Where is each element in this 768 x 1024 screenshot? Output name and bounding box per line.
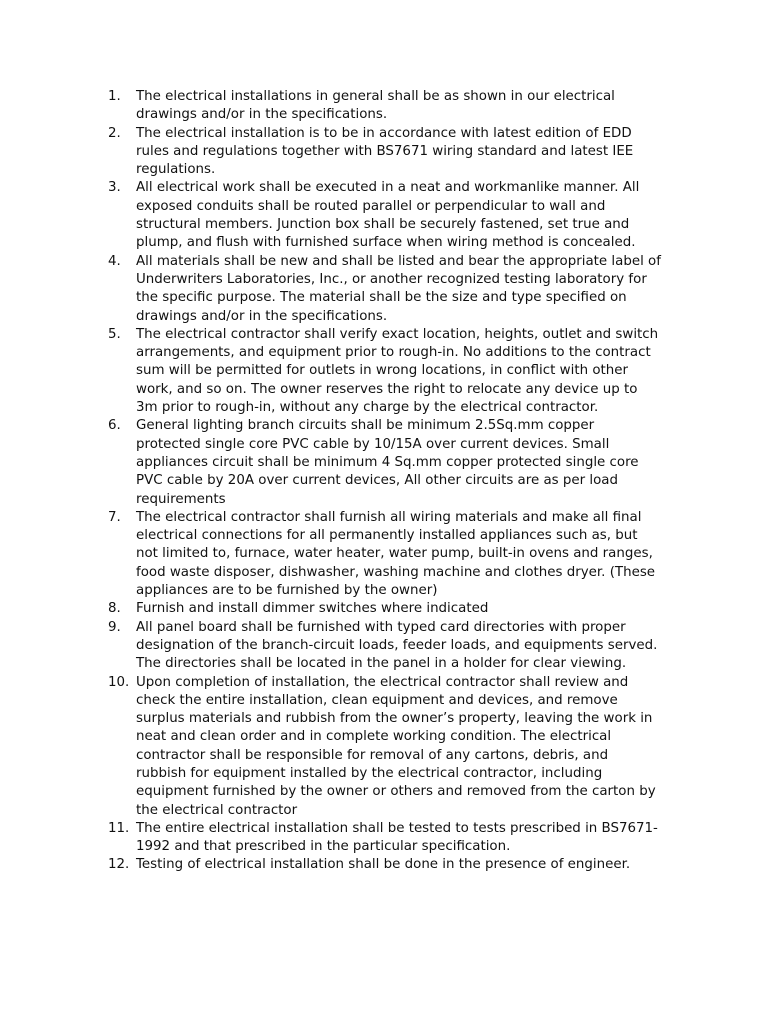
list-item: [108, 820, 688, 857]
item-text: The entire electrical installation shall be tested to tests prescribed in BS7671- 1992 and that prescribed in the particular specification.: [136, 820, 658, 855]
item-text: The electrical installation is to be in accordance with latest edition of EDD rules and regulations together with BS7671 wiring standard and latest IEE regulations.: [136, 125, 634, 178]
item-text: All panel board shall be furnished with typed card directories with proper designation of the branch-circuit loads, feeder loads, and equipments served. The directories shall be located in the panel in a holder for clear viewing.: [136, 619, 658, 672]
item-number: 2.: [108, 125, 121, 141]
list-item: [108, 856, 688, 874]
list-item: [108, 179, 688, 252]
list-item: [108, 88, 688, 125]
item-number: 4.: [108, 253, 121, 269]
list-item: [108, 125, 688, 180]
item-number: 6.: [108, 418, 121, 434]
item-text: All electrical work shall be executed in a neat and workmanlike manner. All exposed conduits shall be routed parallel or perpendicular to wall and structural members. Junction box shall be securely fastened, set true and plump, and flush with furnished surface when wiring method is concealed.: [136, 180, 640, 251]
item-text: The electrical installations in general shall be as shown in our electrical drawings and/or in the specifications.: [136, 89, 615, 123]
item-number: 3.: [108, 180, 121, 196]
item-text: Furnish and install dimmer switches where indicated: [136, 601, 489, 617]
item-number: 7.: [108, 509, 121, 525]
item-text: Upon completion of installation, the electrical contractor shall review and check the entire installation, clean equipment and devices, and remove surplus materials and rubbish from the owner’s property, leaving the work in neat and clean order and in complete working condition. The electrical contractor shall be responsible for removal of any cartons, debris, and rubbish for equipment installed by the electrical contractor, including equipment furnished by the owner or others and removed from the carton by the electrical contractor: [136, 674, 656, 818]
list-item: [108, 619, 688, 674]
list-item: [108, 509, 688, 600]
item-number: 12.: [108, 857, 130, 873]
item-number: 11.: [108, 820, 130, 836]
list-item: [108, 600, 688, 618]
item-text: Testing of electrical installation shall be done in the presence of engineer.: [136, 857, 631, 873]
item-text: The electrical contractor shall verify exact location, heights, outlet and switch arrangements, and equipment prior to rough-in. No additions to the contract sum will be permitted for outlets in wrong locations, in conflict with other work, and so on. The owner reserves the right to relocate any device up to 3m prior to rough-in, without any charge by the electrical contractor.: [136, 326, 659, 416]
item-number: 1.: [108, 89, 121, 104]
item-text: The electrical contractor shall furnish all wiring materials and make all final electrical connections for all permanently installed appliances such as, but not limited to, furnace, water heater, water pump, built-in ovens and ranges, food waste disposer, dishwasher, washing machine and clothes dryer. (These appliances are to be furnished by the owner): [136, 509, 656, 599]
item-text: All materials shall be new and shall be listed and bear the appropriate label of Underwriters Laboratories, Inc., or another recognized testing laboratory for the specific purpose. The material shall be the size and type specified on drawings and/or in the specifications.: [136, 253, 661, 324]
item-number: 9.: [108, 619, 121, 635]
list-item: [108, 417, 688, 508]
list-item: [108, 253, 688, 326]
item-number: 10.: [108, 674, 130, 690]
item-text: General lighting branch circuits shall be minimum 2.5Sq.mm copper protected single core PVC cable by 10/15A over current devices. Small appliances circuit shall be minimum 4 Sq.mm copper protected single core PVC cable by 20A over current devices, All other circuits are as per load requirements: [136, 418, 639, 507]
item-number: 8.: [108, 601, 121, 617]
list-item: [108, 674, 688, 820]
item-number: 5.: [108, 326, 121, 342]
list-item: [108, 326, 688, 417]
specification-list: [108, 88, 688, 875]
